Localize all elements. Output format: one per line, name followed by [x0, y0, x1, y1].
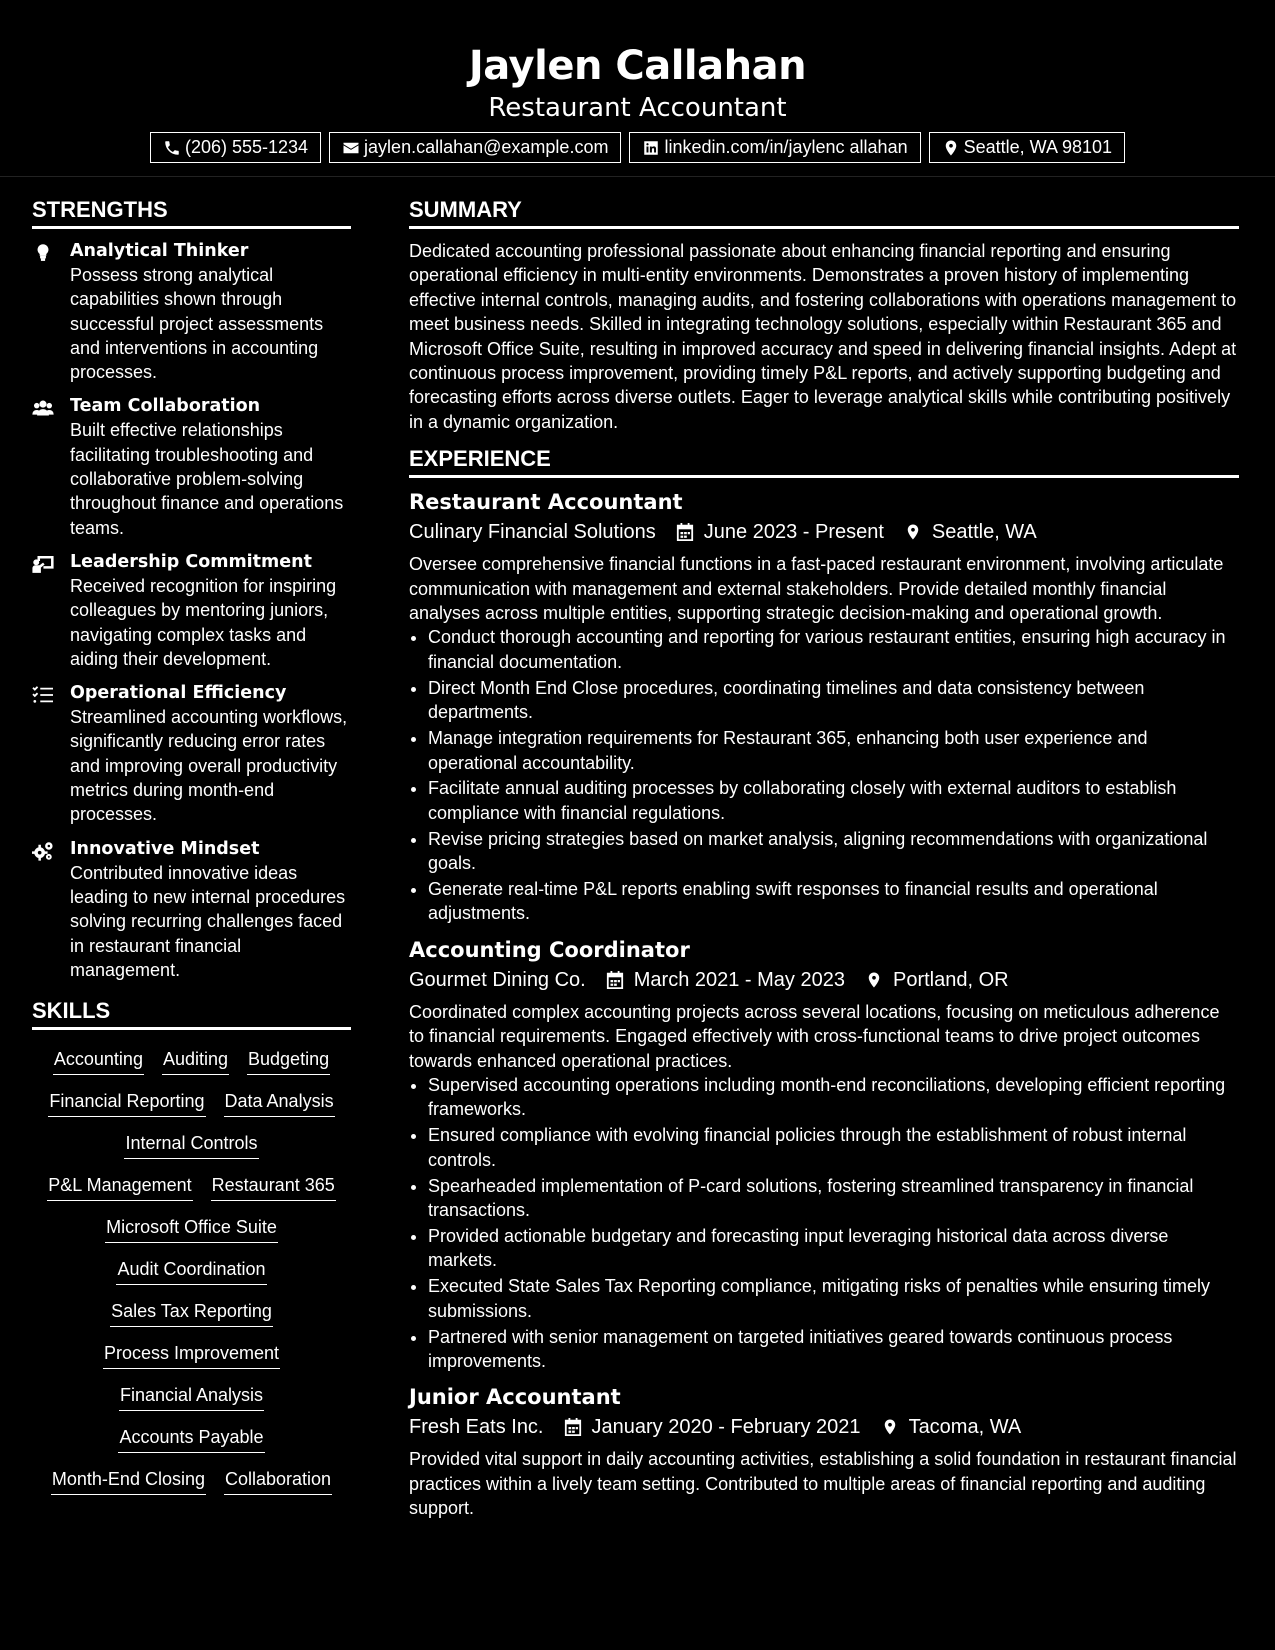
strength-item [32, 239, 351, 384]
skill-tag: Budgeting [247, 1046, 330, 1075]
job-title: Restaurant Accountant [409, 490, 683, 515]
skill-tag: Audit Coordination [116, 1256, 266, 1285]
strength-item [32, 837, 351, 982]
strength-title: Innovative Mindset [70, 838, 260, 859]
right-column [409, 195, 1239, 1531]
contact-phone-text: (206) 555-1234 [184, 137, 309, 157]
map-pin-icon [942, 139, 960, 157]
list-item: • Partnered with senior management on targeted initiatives geared towards continuous process improvements. [428, 1325, 1239, 1374]
contact-linkedin-text: linkedin.com/in/jaylenc allahan [664, 137, 908, 157]
list-item: • Facilitate annual auditing processes by collaborating closely with external auditors to establish compliance with financial regulations. [428, 776, 1239, 825]
job-company: Fresh Eats Inc. [409, 1416, 544, 1439]
job-title: Accounting Coordinator [409, 937, 690, 962]
skill-tag: Restaurant 365 [211, 1172, 336, 1201]
job-location: Portland, OR [892, 968, 1009, 991]
list-item: • Executed State Sales Tax Reporting compliance, mitigating risks of penalties while ensuring timely submissions. [428, 1274, 1239, 1323]
summary-heading: SUMMARY [409, 195, 1239, 229]
skill-row [32, 1424, 351, 1453]
strengths-heading: STRENGTHS [32, 195, 351, 229]
strength-title: Leadership Commitment [70, 551, 312, 572]
lightbulb-icon [32, 243, 54, 263]
job-bullets [409, 1073, 1239, 1373]
strength-item [32, 681, 351, 826]
skill-tag: Accounting [53, 1046, 144, 1075]
skill-tag: Accounts Payable [118, 1424, 264, 1453]
job-title: Junior Accountant [409, 1385, 621, 1410]
list-item: • Ensured compliance with evolving financial policies through the establishment of robust internal controls. [428, 1123, 1239, 1172]
list-item: • Generate real-time P&L reports enabling swift responses to financial results and operational adjustments. [428, 877, 1239, 926]
skill-row [32, 1382, 351, 1411]
skill-row [32, 1046, 351, 1075]
skill-row [32, 1130, 351, 1159]
strength-desc: Contributed innovative ideas leading to new internal procedures solving recurring challenges faced in restaurant financial management. [70, 862, 346, 980]
contact-email-text: jaylen.callahan@example.com [364, 137, 609, 157]
job-description: Coordinated complex accounting projects across several locations, focusing on meticulous adherence to financial requirements. Engaged effectively with cross-functional teams to drive project outcomes towards enhanced operational practices. [409, 1001, 1220, 1071]
contact-location-text: Seattle, WA 98101 [963, 137, 1113, 157]
skill-tag: Data Analysis [224, 1088, 335, 1117]
skill-row [32, 1088, 351, 1117]
strength-desc: Streamlined accounting workflows, significantly reducing error rates and improving overall productivity metrics during month-end processes. [70, 707, 348, 825]
checklist-icon [32, 685, 54, 705]
job-entry [409, 488, 1239, 926]
job-bullets [409, 625, 1239, 925]
list-item: • Manage integration requirements for Restaurant 365, enhancing both user experience and operational accountability. [428, 726, 1239, 775]
calendar-icon [564, 1417, 582, 1437]
strength-title: Team Collaboration [70, 396, 261, 417]
envelope-icon [342, 139, 360, 157]
job-meta [409, 1411, 1239, 1443]
candidate-name: Jaylen Callahan [468, 43, 807, 89]
list-item: • Direct Month End Close procedures, coordinating timelines and data consistency between departments. [428, 676, 1239, 725]
skill-row [32, 1214, 351, 1243]
list-item: • Conduct thorough accounting and reporting for various restaurant entities, ensuring high accuracy in financial documentation. [428, 625, 1239, 674]
skill-tag: P&L Management [47, 1172, 192, 1201]
skill-row [32, 1298, 351, 1327]
strength-item [32, 550, 351, 671]
list-item: • Supervised accounting operations including month-end reconciliations, developing efficient reporting frameworks. [428, 1073, 1239, 1122]
phone-icon [163, 139, 181, 157]
job-company: Gourmet Dining Co. [409, 968, 586, 991]
strength-title: Analytical Thinker [70, 241, 249, 261]
users-icon [32, 398, 54, 418]
job-description: Oversee comprehensive financial functions in a fast-paced restaurant environment, involving articulate communication with management and external stakeholders. Provide detailed monthly financial analyses across multiple entities, supporting strategic decision-making and operational growth. [409, 554, 1224, 624]
skills-list [32, 1040, 351, 1495]
experience-heading: EXPERIENCE [409, 444, 1239, 478]
skill-tag: Internal Controls [124, 1130, 258, 1159]
strength-desc: Possess strong analytical capabilities shown through successful project assessments and interventions in accounting processes. [70, 265, 324, 383]
map-pin-icon [865, 970, 883, 990]
job-dates: January 2020 - February 2021 [591, 1416, 861, 1439]
contact-email[interactable] [329, 132, 621, 163]
contact-bar [0, 132, 1275, 163]
contact-linkedin[interactable] [629, 132, 920, 163]
skills-heading: SKILLS [32, 996, 351, 1030]
job-meta [409, 516, 1239, 548]
strength-title: Operational Efficiency [70, 683, 287, 704]
skill-tag: Microsoft Office Suite [105, 1214, 278, 1243]
skill-tag: Sales Tax Reporting [110, 1298, 273, 1327]
skill-tag: Financial Reporting [48, 1088, 205, 1117]
map-pin-icon [904, 522, 922, 542]
list-item: • Spearheaded implementation of P-card solutions, fostering streamlined transparency in financial transactions. [428, 1174, 1239, 1223]
skill-row [32, 1340, 351, 1369]
skill-tag: Collaboration [224, 1466, 332, 1495]
job-location: Tacoma, WA [908, 1416, 1022, 1439]
skill-tag: Month-End Closing [51, 1466, 206, 1495]
job-entry [409, 936, 1239, 1374]
strength-desc: Built effective relationships facilitating troubleshooting and collaborative problem-solving throughout finance and operations teams. [70, 420, 344, 538]
left-column [32, 195, 351, 1531]
gears-icon [32, 841, 54, 861]
skill-tag: Financial Analysis [119, 1382, 264, 1411]
map-pin-icon [881, 1417, 899, 1437]
strength-item [32, 394, 351, 539]
skill-row [32, 1466, 351, 1495]
job-dates: March 2021 - May 2023 [633, 968, 845, 991]
calendar-icon [676, 522, 694, 542]
skill-row [32, 1256, 351, 1285]
job-location: Seattle, WA [931, 521, 1037, 544]
job-company: Culinary Financial Solutions [409, 521, 656, 544]
candidate-title: Restaurant Accountant [488, 93, 787, 123]
resume-header [0, 0, 1275, 163]
contact-phone[interactable] [150, 132, 321, 163]
contact-location[interactable] [929, 132, 1125, 163]
job-description: Provided vital support in daily accounting activities, establishing a solid foundation in restaurant financial practices within a lively team setting. Contributed to multiple areas of financial reporting and auditing support. [409, 1449, 1237, 1519]
job-meta [409, 964, 1239, 996]
skill-row [32, 1172, 351, 1201]
teacher-board-icon [32, 554, 54, 574]
linkedin-icon [642, 139, 660, 157]
summary-text: Dedicated accounting professional passionate about enhancing financial reporting and ensuring operational efficiency in multi-entity environments. Demonstrates a proven history of implementing effective internal controls, managing audits, and fostering collaborations with operations management to meet business needs. Skilled in integrating technology solutions, especially within Restaurant 365 and Microsoft Office Suite, resulting in improved accuracy and speed in delivering financial insights. Adept at continuous process improvement, providing timely P&L reports, and actively supporting budgeting and forecasting efforts across diverse outlets. Eager to leverage analytical skills while contributing positively in a dynamic organization. [409, 241, 1237, 432]
skill-tag: Auditing [162, 1046, 229, 1075]
list-item: • Revise pricing strategies based on market analysis, aligning recommendations with organizational goals. [428, 827, 1239, 876]
calendar-icon [606, 970, 624, 990]
list-item: • Provided actionable budgetary and forecasting input leveraging historical data across diverse markets. [428, 1224, 1239, 1273]
skill-tag: Process Improvement [103, 1340, 280, 1369]
experience-list [409, 488, 1239, 1520]
job-dates: June 2023 - Present [703, 521, 884, 544]
strength-desc: Received recognition for inspiring colleagues by mentoring juniors, navigating complex tasks and aiding their development. [70, 575, 337, 669]
job-entry [409, 1383, 1239, 1520]
